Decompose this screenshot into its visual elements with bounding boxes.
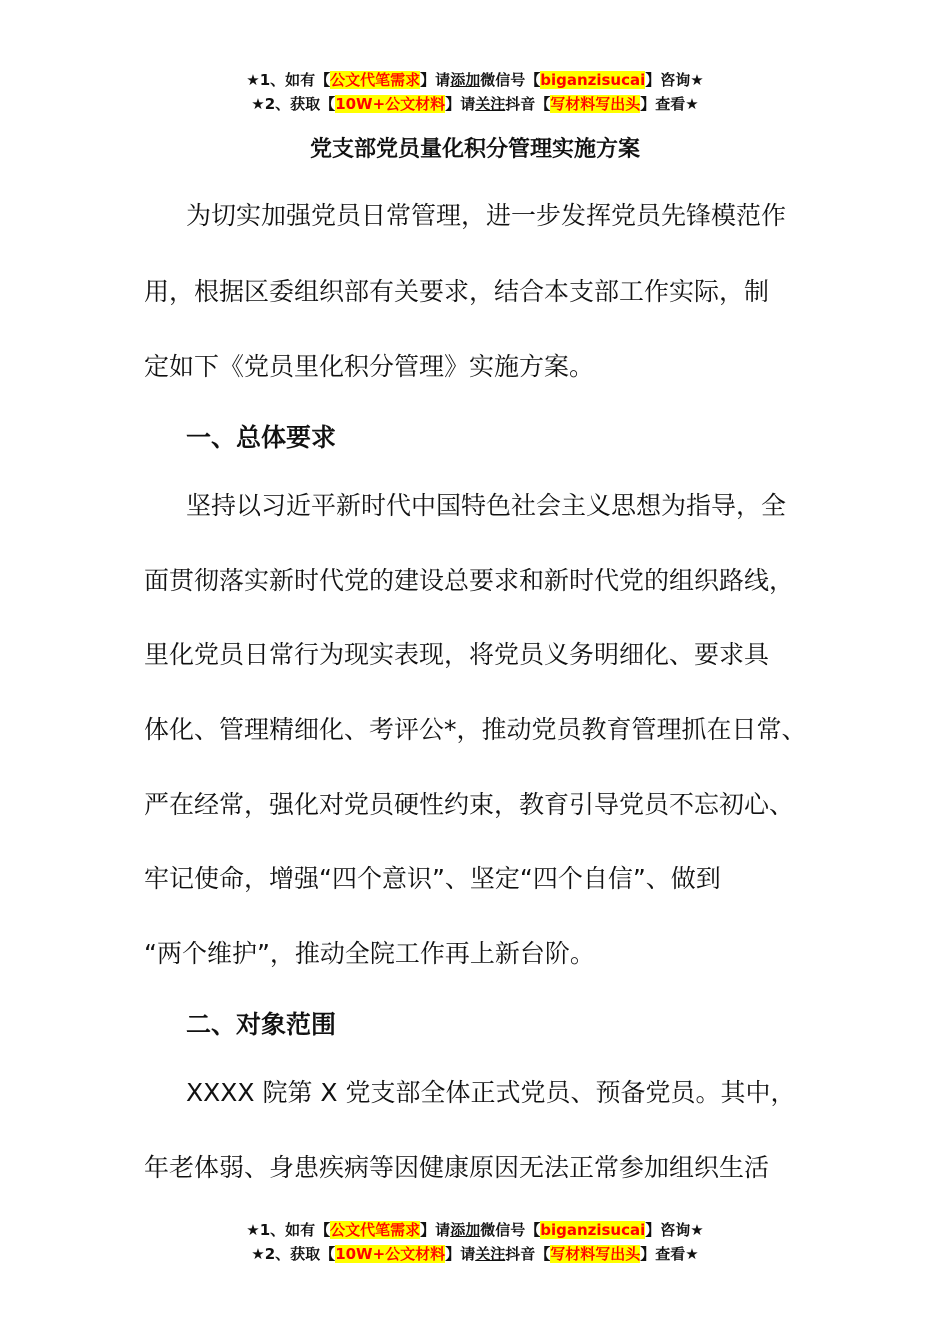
underline-follow: 关注 <box>475 1245 506 1263</box>
highlight-ghostwriting: 公文代笔需求 <box>330 1221 421 1239</box>
body-line: “两个维护”，推动全院工作再上新台阶。 <box>144 939 595 968</box>
body-line: 严在经常，强化对党员硬性约束，教育引导党员不忘初心、 <box>144 790 795 819</box>
highlight-materials: 10W+公文材料 <box>335 95 446 113</box>
underline-follow: 关注 <box>475 95 506 113</box>
body-line: XXXX 院第 X 党支部全体正式党员、预备党员。其中， <box>186 1078 796 1107</box>
promo-line-2: ★2、获取【10W+公文材料】请关注抖音【写材料写出头】查看★ <box>251 95 699 113</box>
body-line: 牢记使命，增强“四个意识”、坚定“四个自信”、做到 <box>144 864 721 893</box>
body-line: 里化党员日常行为现实表现，将党员义务明细化、要求具 <box>144 640 770 669</box>
highlight-douyin-account: 写材料写出头 <box>550 1245 641 1263</box>
document-title: 党支部党员量化积分管理实施方案 <box>309 137 640 162</box>
promo-line-1: ★1、如有【公文代笔需求】请添加微信号【biganzisucai】咨询★ <box>246 71 704 89</box>
section-heading-1: 一、总体要求 <box>186 423 337 452</box>
body-line: 用，根据区委组织部有关要求，结合本支部工作实际，制 <box>144 277 770 306</box>
promo-line-2: ★2、获取【10W+公文材料】请关注抖音【写材料写出头】查看★ <box>251 1245 699 1263</box>
body-line: 为切实加强党员日常管理，进一步发挥党员先锋模范作 <box>186 201 787 230</box>
promo-line-1: ★1、如有【公文代笔需求】请添加微信号【biganzisucai】咨询★ <box>246 1221 704 1239</box>
underline-add: 添加 <box>450 1221 481 1239</box>
section-heading-2: 二、对象范围 <box>186 1010 337 1039</box>
body-line: 定如下《党员里化积分管理》实施方案。 <box>144 352 595 381</box>
promo-footer <box>0 1218 950 1266</box>
body-line: 体化、管理精细化、考评公*，推动党员教育管理抓在日常、 <box>144 715 807 744</box>
highlight-materials: 10W+公文材料 <box>335 1245 446 1263</box>
highlight-wechat-id: biganzisucai <box>540 71 646 89</box>
highlight-douyin-account: 写材料写出头 <box>550 95 641 113</box>
underline-add: 添加 <box>450 71 481 89</box>
highlight-wechat-id: biganzisucai <box>540 1221 646 1239</box>
highlight-ghostwriting: 公文代笔需求 <box>330 71 421 89</box>
body-line: 坚持以习近平新时代中国特色社会主义思想为指导，全 <box>186 491 787 520</box>
body-line: 面贯彻落实新时代党的建设总要求和新时代党的组织路线， <box>144 566 795 595</box>
body-line: 年老体弱、身患疾病等因健康原因无法正常参加组织生活 <box>144 1153 770 1182</box>
